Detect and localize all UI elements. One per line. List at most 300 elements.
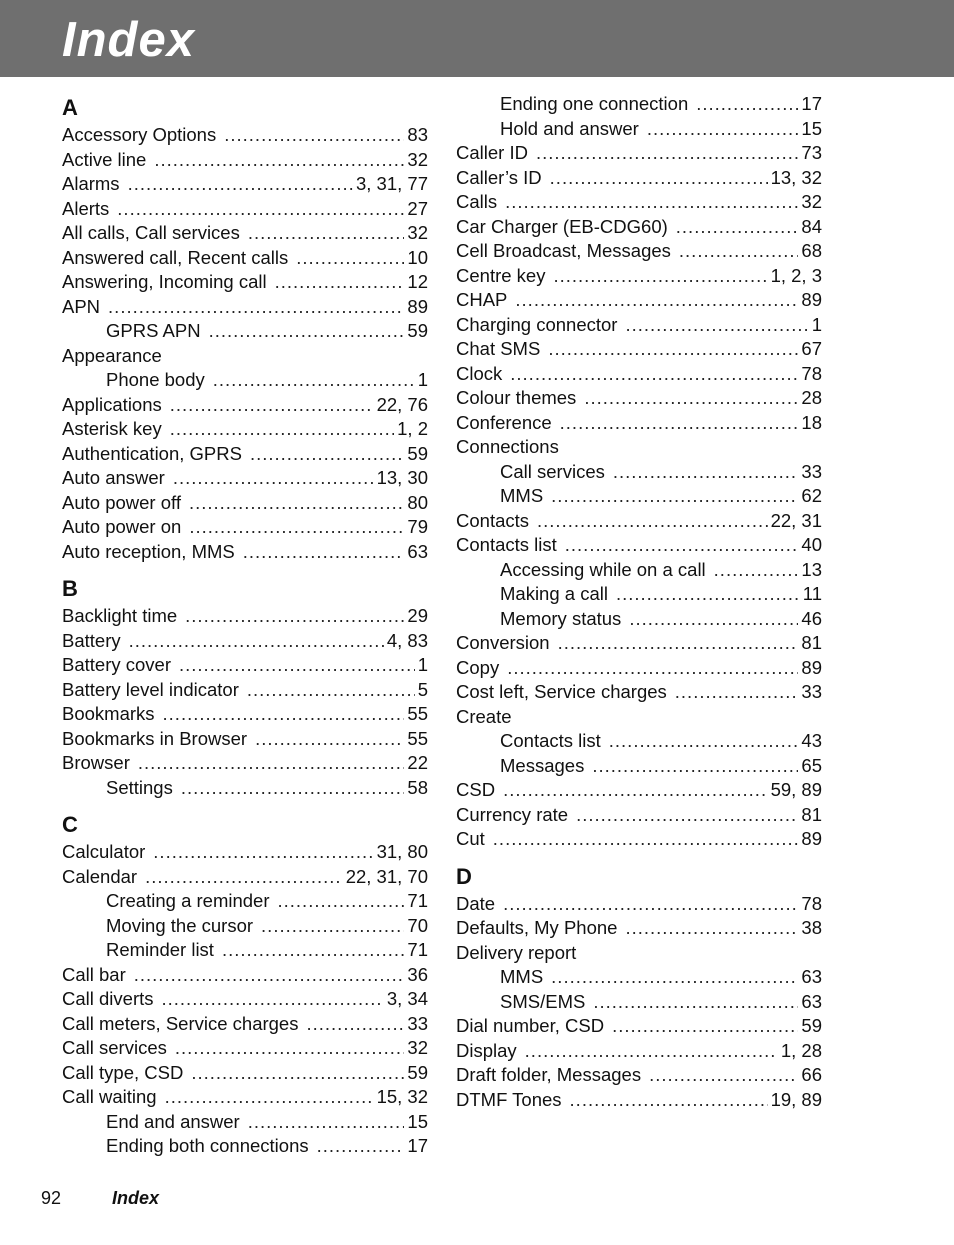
index-entry — [456, 141, 822, 166]
section-gap — [456, 852, 822, 861]
dot-leader — [154, 148, 404, 173]
dot-leader — [503, 778, 768, 803]
entry-term: All calls, Call services — [62, 222, 240, 243]
dot-leader — [592, 754, 798, 779]
index-entry — [456, 533, 822, 558]
index-entry — [456, 386, 822, 411]
index-entry — [456, 892, 822, 917]
entry-pages: 12 — [407, 271, 428, 292]
entry-term: Contacts list — [456, 534, 557, 555]
entry-pages: 55 — [407, 703, 428, 724]
entry-pages: 1, 2, 3 — [770, 264, 822, 286]
index-subentry — [62, 889, 428, 914]
dot-leader — [317, 1134, 405, 1159]
dot-leader — [170, 417, 394, 442]
index-entry — [62, 1036, 428, 1061]
entry-pages: 59 — [801, 1015, 822, 1036]
dot-leader — [679, 239, 799, 264]
index-subentry — [456, 92, 822, 117]
dot-leader — [296, 246, 404, 271]
dot-leader — [162, 987, 384, 1012]
entry-pages: 3, 34 — [386, 988, 428, 1009]
dot-leader — [505, 190, 798, 215]
index-entry — [62, 1085, 428, 1110]
dot-leader — [584, 386, 798, 411]
index-entry — [456, 411, 822, 436]
entry-pages: 1 — [811, 313, 822, 335]
entry-term: Date — [456, 892, 496, 914]
dot-leader — [153, 840, 373, 865]
dot-leader — [189, 515, 404, 540]
entry-term: Bookmarks — [62, 703, 155, 724]
entry-term: Alerts — [62, 197, 110, 219]
entry-pages: 32 — [407, 148, 428, 170]
entry-term: Car Charger (EB-CDG60) — [456, 215, 668, 237]
dot-leader — [548, 337, 798, 362]
entry-term: Browser — [62, 752, 130, 773]
entry-pages: 58 — [407, 776, 428, 798]
entry-term: Memory status — [500, 607, 622, 629]
index-subentry — [456, 582, 822, 607]
entry-pages: 65 — [801, 754, 822, 776]
dot-leader — [185, 604, 404, 629]
index-entry — [62, 963, 428, 988]
entry-term: Call meters, Service charges — [62, 1012, 299, 1034]
entry-pages: 59, 89 — [770, 779, 822, 800]
index-entry — [62, 172, 428, 197]
entry-term: Colour themes — [456, 387, 577, 408]
entry-term: Appearance — [62, 344, 162, 366]
entry-pages: 63 — [801, 990, 822, 1012]
index-subentry — [456, 117, 822, 142]
entry-pages: 22, 76 — [376, 393, 428, 415]
index-subentry — [62, 776, 428, 801]
index-subentry — [456, 558, 822, 583]
index-entry — [456, 656, 822, 681]
dot-leader — [493, 827, 799, 852]
index-entry — [62, 840, 428, 865]
index-entry — [456, 288, 822, 313]
entry-pages: 89 — [407, 295, 428, 317]
entry-term: Delivery report — [456, 941, 577, 963]
page-footer — [41, 1186, 159, 1210]
entry-term: DTMF Tones — [456, 1088, 562, 1110]
entry-term: Ending one connection — [500, 93, 689, 114]
index-entry — [62, 246, 428, 271]
entry-pages: 27 — [407, 197, 428, 219]
dot-leader — [503, 892, 798, 917]
entry-term: Call type, CSD — [62, 1061, 184, 1083]
dot-leader — [550, 166, 768, 191]
entry-pages: 13, 30 — [376, 467, 428, 488]
entry-term: Bookmarks in Browser — [62, 727, 248, 749]
dot-leader — [134, 963, 405, 988]
dot-leader — [649, 1063, 798, 1088]
dot-leader — [175, 1036, 405, 1061]
dot-leader — [570, 1088, 768, 1113]
entry-pages: 13, 32 — [770, 166, 822, 188]
entry-pages: 15 — [407, 1110, 428, 1132]
index-entry — [456, 803, 822, 828]
index-entry — [62, 751, 428, 776]
dot-leader — [138, 751, 405, 776]
entry-term: Battery cover — [62, 654, 171, 675]
index-entry — [456, 941, 822, 966]
index-subentry — [62, 938, 428, 963]
entry-pages: 32 — [801, 191, 822, 212]
entry-term: Battery — [62, 629, 121, 651]
dot-leader — [551, 965, 798, 990]
dot-leader — [609, 729, 799, 754]
entry-term: Messages — [500, 754, 585, 776]
index-entry — [62, 491, 428, 516]
index-subentry — [456, 460, 822, 485]
entry-pages: 68 — [801, 240, 822, 261]
entry-term: Reminder list — [106, 939, 214, 960]
entry-term: Accessing while on a call — [500, 558, 706, 580]
dot-leader — [515, 288, 798, 313]
index-entry — [62, 1012, 428, 1037]
index-entry — [456, 680, 822, 705]
index-entry — [62, 653, 428, 678]
index-entry — [62, 540, 428, 565]
entry-pages: 1, 2 — [397, 418, 428, 439]
entry-pages: 79 — [407, 516, 428, 537]
entry-pages: 10 — [407, 246, 428, 268]
entry-pages: 28 — [801, 387, 822, 408]
index-entry — [456, 1088, 822, 1113]
dot-leader — [593, 990, 798, 1015]
index-entry — [456, 778, 822, 803]
dot-leader — [163, 702, 405, 727]
entry-term: Answering, Incoming call — [62, 271, 267, 292]
entry-term: Auto reception, MMS — [62, 540, 235, 562]
entry-pages: 81 — [801, 803, 822, 825]
dot-leader — [629, 607, 798, 632]
index-subentry — [62, 1134, 428, 1159]
entry-pages: 22, 31 — [770, 509, 822, 531]
index-subentry — [62, 319, 428, 344]
entry-pages: 89 — [801, 289, 822, 310]
entry-pages: 43 — [801, 730, 822, 751]
dot-leader — [278, 889, 405, 914]
entry-pages: 63 — [407, 540, 428, 562]
index-entry — [62, 702, 428, 727]
entry-term: Asterisk key — [62, 418, 162, 439]
entry-term: Charging connector — [456, 313, 618, 335]
entry-pages: 18 — [801, 411, 822, 433]
dot-leader — [696, 92, 798, 117]
entry-pages: 71 — [407, 890, 428, 911]
dot-leader — [261, 914, 404, 939]
dot-leader — [714, 558, 799, 583]
index-entry — [456, 435, 822, 460]
index-entry — [62, 466, 428, 491]
entry-pages: 11 — [802, 583, 822, 604]
dot-leader — [536, 141, 798, 166]
entry-term: Auto power off — [62, 491, 181, 513]
entry-term: Caller’s ID — [456, 166, 542, 188]
index-entry — [456, 631, 822, 656]
index-entry — [62, 987, 428, 1012]
entry-pages: 78 — [801, 362, 822, 384]
dot-leader — [675, 680, 799, 705]
index-entry — [62, 123, 428, 148]
entry-term: Chat SMS — [456, 338, 541, 359]
dot-leader — [560, 411, 799, 436]
entry-term: Currency rate — [456, 803, 569, 825]
entry-term: Cost left, Service charges — [456, 681, 667, 702]
entry-pages: 22, 31, 70 — [345, 865, 428, 887]
index-entry — [62, 629, 428, 654]
dot-leader — [165, 1085, 374, 1110]
entry-term: Conference — [456, 411, 552, 433]
entry-pages: 81 — [801, 632, 822, 653]
dot-leader — [224, 123, 404, 148]
dot-leader — [510, 362, 798, 387]
entry-term: Call diverts — [62, 988, 154, 1009]
entry-pages: 33 — [801, 681, 822, 702]
index-entry — [62, 148, 428, 173]
entry-pages: 36 — [407, 963, 428, 985]
entry-pages: 70 — [407, 914, 428, 936]
entry-term: Calendar — [62, 865, 138, 887]
entry-pages: 59 — [407, 442, 428, 464]
section-letter: D — [456, 863, 473, 889]
entry-term: Answered call, Recent calls — [62, 246, 289, 268]
entry-pages: 33 — [407, 1012, 428, 1034]
entry-term: Call bar — [62, 963, 126, 985]
entry-term: Calculator — [62, 841, 146, 862]
entry-term: Contacts — [456, 509, 530, 531]
index-entry — [62, 604, 428, 629]
index-entry — [62, 515, 428, 540]
entry-pages: 78 — [801, 892, 822, 914]
dot-leader — [222, 938, 404, 963]
entry-term: SMS/EMS — [500, 990, 586, 1012]
index-entry — [62, 344, 428, 369]
dot-leader — [576, 803, 798, 828]
entry-pages: 1 — [417, 654, 428, 675]
entry-term: APN — [62, 295, 101, 317]
entry-term: Cell Broadcast, Messages — [456, 240, 671, 261]
entry-pages: 71 — [407, 939, 428, 960]
index-entry — [456, 827, 822, 852]
entry-term: Display — [456, 1039, 517, 1061]
dot-leader — [170, 393, 374, 418]
entry-term: Call waiting — [62, 1086, 157, 1107]
dot-leader — [128, 172, 353, 197]
entry-pages: 40 — [801, 534, 822, 555]
index-entry — [456, 362, 822, 387]
entry-term: Clock — [456, 362, 503, 384]
entry-pages: 89 — [801, 828, 822, 849]
index-subentry — [62, 914, 428, 939]
index-entry — [62, 442, 428, 467]
entry-term: Calls — [456, 191, 498, 212]
dot-leader — [613, 460, 799, 485]
entry-pages: 46 — [801, 607, 822, 629]
index-subentry — [62, 368, 428, 393]
index-entry — [456, 190, 822, 215]
dot-leader — [108, 295, 404, 320]
index-subentry — [456, 607, 822, 632]
entry-term: Phone body — [106, 369, 205, 390]
index-entry — [456, 264, 822, 289]
entry-pages: 17 — [407, 1135, 428, 1156]
index-entry — [456, 705, 822, 730]
entry-pages: 73 — [801, 142, 822, 163]
dot-leader — [558, 631, 799, 656]
entry-term: Auto power on — [62, 516, 182, 537]
entry-pages: 38 — [801, 917, 822, 938]
entry-term: End and answer — [106, 1110, 240, 1132]
index-entry — [62, 1061, 428, 1086]
index-entry — [62, 295, 428, 320]
entry-term: Draft folder, Messages — [456, 1064, 642, 1085]
entry-term: Create — [456, 705, 512, 727]
dot-leader — [255, 727, 404, 752]
entry-pages: 5 — [417, 678, 428, 700]
dot-leader — [625, 313, 808, 338]
dot-leader — [189, 491, 404, 516]
dot-leader — [507, 656, 798, 681]
index-entry — [456, 1014, 822, 1039]
index-column-left — [62, 92, 428, 1159]
entry-term: CHAP — [456, 289, 508, 310]
index-subentry — [456, 729, 822, 754]
entry-pages: 13 — [801, 558, 822, 580]
dot-leader — [612, 1014, 798, 1039]
entry-term: Call services — [500, 460, 605, 482]
dot-leader — [250, 442, 404, 467]
entry-term: Copy — [456, 656, 500, 678]
page-number: 92 — [41, 1188, 62, 1208]
entry-pages: 15, 32 — [376, 1086, 428, 1107]
dot-leader — [616, 582, 800, 607]
entry-pages: 31, 80 — [376, 841, 428, 862]
section-letter: A — [62, 95, 79, 120]
dot-leader — [553, 264, 767, 289]
entry-term: Conversion — [456, 632, 550, 653]
section-gap — [62, 564, 428, 573]
entry-pages: 32 — [407, 1037, 428, 1058]
entry-term: Cut — [456, 828, 485, 849]
index-entry — [62, 865, 428, 890]
entry-term: Moving the cursor — [106, 914, 254, 936]
dot-leader — [209, 319, 405, 344]
index-entry — [62, 393, 428, 418]
dot-leader — [676, 215, 799, 240]
dot-leader — [191, 1061, 404, 1086]
entry-term: Ending both connections — [106, 1135, 309, 1156]
entry-pages: 17 — [801, 93, 822, 114]
dot-leader — [247, 678, 415, 703]
index-entry — [456, 337, 822, 362]
entry-term: Alarms — [62, 173, 120, 194]
index-entry — [62, 417, 428, 442]
entry-term: MMS — [500, 966, 544, 987]
entry-pages: 80 — [407, 491, 428, 513]
entry-term: Making a call — [500, 583, 608, 604]
index-entry — [456, 1063, 822, 1088]
entry-pages: 22 — [407, 752, 428, 773]
entry-pages: 59 — [407, 1061, 428, 1083]
entry-pages: 59 — [407, 320, 428, 341]
header-bar — [0, 0, 954, 77]
dot-leader — [173, 466, 374, 491]
entry-term: Contacts list — [500, 730, 601, 751]
dot-leader — [248, 221, 405, 246]
entry-pages: 1 — [417, 369, 428, 390]
index-subentry — [62, 1110, 428, 1135]
entry-term: Connections — [456, 436, 559, 457]
index-entry — [62, 727, 428, 752]
dot-leader — [647, 117, 799, 142]
entry-term: MMS — [500, 485, 544, 506]
entry-term: Applications — [62, 393, 162, 415]
dot-leader — [213, 368, 415, 393]
entry-term: Caller ID — [456, 142, 528, 163]
section-letter: C — [62, 812, 79, 837]
dot-leader — [525, 1039, 778, 1064]
dot-leader — [129, 629, 384, 654]
entry-term: GPRS APN — [106, 320, 201, 341]
entry-term: Call services — [62, 1037, 167, 1058]
entry-pages: 4, 83 — [386, 629, 428, 651]
entry-pages: 63 — [801, 966, 822, 987]
entry-term: Backlight time — [62, 605, 178, 626]
section-letter: B — [62, 576, 79, 601]
entry-pages: 3, 31, 77 — [355, 173, 428, 194]
entry-term: Active line — [62, 148, 147, 170]
index-subentry — [456, 990, 822, 1015]
entry-term: Authentication, GPRS — [62, 442, 242, 464]
entry-term: Dial number, CSD — [456, 1015, 605, 1036]
entry-term: Settings — [106, 776, 173, 798]
dot-leader — [248, 1110, 405, 1135]
dot-leader — [275, 270, 405, 295]
index-column-right — [456, 92, 822, 1112]
dot-leader — [243, 540, 405, 565]
index-entry — [62, 197, 428, 222]
dot-leader — [117, 197, 404, 222]
index-entry — [456, 239, 822, 264]
index-subentry — [456, 484, 822, 509]
index-entry — [456, 313, 822, 338]
entry-pages: 62 — [801, 485, 822, 506]
entry-term: Defaults, My Phone — [456, 917, 618, 938]
section-gap — [62, 800, 428, 809]
entry-pages: 19, 89 — [770, 1088, 822, 1110]
index-entry — [456, 509, 822, 534]
entry-pages: 15 — [801, 117, 822, 139]
entry-pages: 32 — [407, 222, 428, 243]
footer-label: Index — [112, 1188, 160, 1208]
dot-leader — [181, 776, 405, 801]
entry-pages: 33 — [801, 460, 822, 482]
entry-pages: 84 — [801, 215, 822, 237]
entry-pages: 1, 28 — [780, 1039, 822, 1061]
entry-term: CSD — [456, 779, 496, 800]
dot-leader — [537, 509, 768, 534]
entry-pages: 89 — [801, 656, 822, 678]
entry-pages: 83 — [407, 124, 428, 145]
index-subentry — [456, 965, 822, 990]
dot-leader — [145, 865, 343, 890]
page-title: Index — [62, 13, 195, 67]
dot-leader — [306, 1012, 404, 1037]
